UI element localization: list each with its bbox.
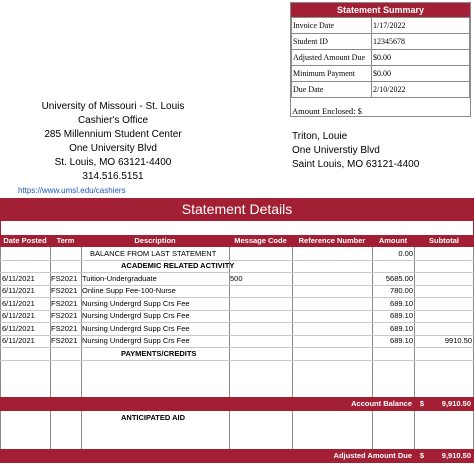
cell-date: 6/11/2021 — [2, 336, 35, 345]
cashier-website-link[interactable]: https://www.umsl.edu/cashiers — [18, 186, 126, 195]
cell-amount: 0.00 — [398, 248, 413, 258]
cell-term — [51, 248, 80, 260]
summary-label: Due Date — [292, 82, 372, 98]
statement-details-title: Statement Details — [0, 198, 474, 221]
cell-term: FS2021 — [51, 323, 78, 333]
cell-term — [51, 260, 80, 272]
cell-term: FS2021 — [51, 311, 78, 320]
cell-amount: 689.10 — [390, 323, 413, 333]
cell-msg — [230, 335, 290, 347]
cell-ref — [293, 285, 371, 297]
adjusted-amount-due-label: Adjusted Amount Due — [333, 451, 412, 460]
account-balance-bar — [0, 397, 474, 411]
cell-msg — [230, 248, 290, 260]
cell-term: FS2021 — [51, 298, 78, 308]
cell-ref — [293, 310, 371, 322]
summary-row — [292, 18, 470, 34]
summary-row — [292, 34, 470, 50]
cell-desc: Nursing Undergrd Supp Crs Fee — [82, 311, 190, 320]
summary-value: 2/10/2022 — [372, 82, 470, 98]
cell-subtotal — [414, 273, 472, 285]
cell-desc: Nursing Undergrd Supp Crs Fee — [82, 298, 190, 308]
address-line: One Universtiy Blvd — [292, 145, 380, 156]
summary-label: Student ID — [292, 34, 372, 50]
cell-subtotal — [414, 348, 472, 360]
cell-amount: 780.00 — [390, 286, 413, 295]
cell-amount: 689.10 — [390, 336, 413, 345]
column-divider — [0, 411, 1, 449]
summary-value: $0.00 — [372, 66, 470, 82]
cell-date: 6/11/2021 — [2, 311, 35, 320]
cell-date — [2, 260, 49, 272]
cell-msg — [230, 285, 290, 297]
currency-symbol: $ — [419, 399, 424, 408]
summary-title: Statement Summary — [291, 3, 470, 17]
cell-subtotal: 9910.50 — [444, 336, 472, 345]
column-header-reference: Reference Number — [298, 236, 366, 245]
address-line: Cashier's Office — [77, 115, 149, 126]
cell-ref — [293, 260, 371, 272]
account-balance-label: Account Balance — [351, 399, 412, 408]
customer-address — [292, 130, 419, 172]
amount-enclosed-field[interactable]: Amount Enclosed: $ — [292, 106, 362, 116]
cell-ref — [293, 298, 371, 310]
address-line: One University Blvd — [69, 143, 157, 154]
details-table — [0, 247, 474, 397]
cell-desc: ACADEMIC RELATED ACTIVITY — [121, 261, 235, 270]
column-divider — [81, 411, 82, 449]
row-divider — [0, 360, 474, 361]
column-header-date: Date Posted — [3, 236, 47, 245]
summary-table — [291, 17, 470, 98]
summary-label: Invoice Date — [292, 18, 372, 34]
cell-term: FS2021 — [51, 336, 78, 345]
column-divider — [414, 411, 415, 449]
cell-ref — [293, 248, 371, 260]
statement-summary — [290, 2, 471, 117]
cell-desc: PAYMENTS/CREDITS — [121, 348, 197, 358]
column-divider — [50, 411, 51, 449]
column-header-subtotal: Subtotal — [429, 236, 459, 245]
cell-msg — [230, 348, 290, 360]
summary-value: 12345678 — [372, 34, 470, 50]
cell-date: 6/11/2021 — [2, 298, 35, 308]
cell-date: 6/11/2021 — [2, 273, 35, 283]
cell-subtotal — [414, 248, 472, 260]
summary-row — [292, 66, 470, 82]
cell-subtotal — [414, 298, 472, 310]
cell-msg — [230, 298, 290, 310]
details-header-row — [0, 235, 474, 247]
anticipated-aid-label: ANTICIPATED AID — [121, 413, 186, 422]
cell-subtotal — [414, 323, 472, 335]
cell-desc: Tuition-Undergraduate — [82, 273, 157, 283]
column-header-message-code: Message Code — [234, 236, 287, 245]
column-header-amount: Amount — [378, 236, 408, 245]
summary-row — [292, 50, 470, 66]
cell-msg — [230, 260, 290, 272]
cell-ref — [293, 273, 371, 285]
cell-desc: Online Supp Fee-100-Nurse — [82, 286, 176, 295]
summary-value: $0.00 — [372, 50, 470, 66]
phone-number: 314.516.5151 — [82, 171, 144, 182]
cell-ref — [293, 348, 371, 360]
address-line: University of Missouri - St. Louis — [41, 101, 185, 112]
column-divider — [229, 411, 230, 449]
adjusted-amount-due-bar — [0, 449, 474, 463]
cell-amount: 689.10 — [390, 298, 413, 308]
cell-desc: BALANCE FROM LAST STATEMENT — [90, 248, 217, 258]
cell-term: FS2021 — [51, 273, 78, 283]
cell-term — [51, 348, 80, 360]
currency-symbol: $ — [419, 451, 424, 460]
details-spacer — [0, 221, 474, 235]
anticipated-aid-section — [0, 411, 474, 449]
account-balance-value: 9,910.50 — [441, 399, 471, 408]
cell-date — [2, 348, 49, 360]
column-header-term: Term — [56, 236, 75, 245]
cell-date: 6/11/2021 — [2, 323, 35, 333]
cell-desc: Nursing Undergrd Supp Crs Fee — [82, 323, 190, 333]
address-line: St. Louis, MO 63121-4400 — [54, 157, 172, 168]
cell-ref — [293, 335, 371, 347]
cell-term: FS2021 — [51, 286, 78, 295]
column-divider — [292, 411, 293, 449]
cell-subtotal — [414, 285, 472, 297]
cell-amount: 5685.00 — [385, 273, 413, 283]
cell-amount: 689.10 — [390, 311, 413, 320]
cell-date — [2, 248, 49, 260]
column-header-description: Description — [134, 236, 176, 245]
cell-desc: Nursing Undergrd Supp Crs Fee — [82, 336, 190, 345]
adjusted-amount-due-value: 9,910.50 — [441, 451, 471, 460]
cell-msg — [230, 323, 290, 335]
cell-msg — [230, 310, 290, 322]
cell-date: 6/11/2021 — [2, 286, 35, 295]
customer-name: Triton, Louie — [292, 131, 348, 142]
cell-subtotal — [414, 310, 472, 322]
summary-label: Adjusted Amount Due — [292, 50, 372, 66]
cell-amount — [372, 348, 413, 360]
cell-amount — [372, 260, 413, 272]
summary-label: Minimum Payment — [292, 66, 372, 82]
column-divider — [372, 411, 373, 449]
cell-msg: 500 — [230, 273, 243, 283]
summary-value: 1/17/2022 — [372, 18, 470, 34]
summary-row — [292, 82, 470, 98]
address-line: Saint Louis, MO 63121-4400 — [292, 159, 420, 170]
address-line: 285 Millennium Student Center — [44, 129, 182, 140]
cell-ref — [293, 323, 371, 335]
cell-subtotal — [414, 260, 472, 272]
cashier-office-address — [30, 100, 196, 184]
